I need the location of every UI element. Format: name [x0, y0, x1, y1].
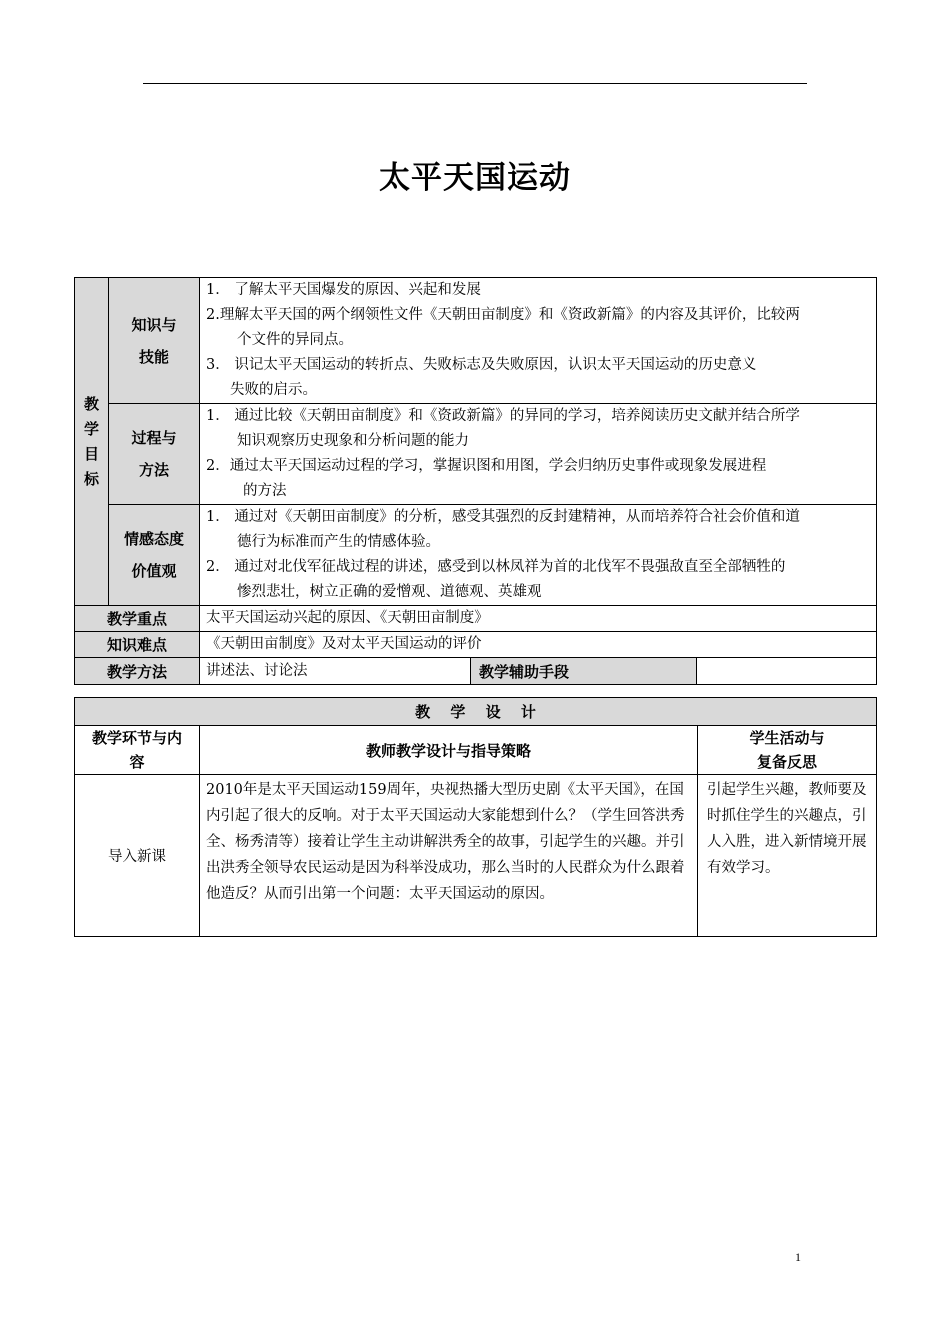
objective-item [200, 555, 876, 605]
objective-text: 2．通过太平天国运动过程的学习，掌握识图和用图，学会归纳历史事件或现象发展进程 [206, 458, 767, 474]
teaching-aid-label: 教学辅助手段 [471, 658, 697, 685]
key-point-value: 太平天国运动兴起的原因、《天朝田亩制度》 [200, 606, 877, 632]
header-line: 教学环节与内 [91, 729, 182, 747]
objective-text: 1． 通过比较《天朝田亩制度》和《资政新篇》的异同的学习，培养阅读历史文献并结合所学 [206, 408, 800, 424]
teacher-column-header: 教师教学设计与指导策略 [200, 726, 698, 775]
objective-item [200, 454, 876, 504]
attitude-objectives [200, 505, 877, 606]
objective-item [200, 353, 876, 403]
objective-text: 2． 通过对北伐军征战过程的讲述，感受到以林凤祥为首的北伐军不畏强敌直至全部牺牲的 [206, 559, 786, 575]
objective-text-cont: 的方法 [243, 483, 287, 499]
design-heading-row [75, 698, 877, 726]
objective-text: 2.理解太平天国的两个纲领性文件《天朝田亩制度》和《资政新篇》的内容及其评价，比较两 [206, 307, 800, 323]
objectives-label-char: 标 [83, 469, 99, 488]
header-rule [143, 83, 807, 84]
key-point-row [75, 606, 877, 632]
objective-row-knowledge [75, 278, 877, 404]
objectives-label-char: 学 [83, 419, 99, 438]
category-line: 知识与 [131, 315, 177, 334]
stage-column-header [75, 726, 200, 775]
header-line: 容 [129, 753, 145, 771]
objective-item [200, 505, 876, 555]
header-line: 学生活动与 [749, 729, 825, 747]
objectives-label-char: 教 [83, 394, 99, 413]
page-title: 太平天国运动 [379, 160, 571, 196]
method-row [75, 658, 877, 685]
category-line: 过程与 [131, 429, 177, 447]
objective-text-cont: 失败的启示。 [230, 382, 317, 398]
design-column-headers [75, 726, 877, 775]
teaching-aid-value [697, 658, 877, 685]
objective-text-cont: 惨烈悲壮，树立正确的爱憎观、道德观、英雄观 [237, 584, 542, 600]
difficulty-row [75, 632, 877, 658]
key-point-label: 教学重点 [75, 606, 200, 632]
student-column-header [698, 726, 877, 775]
difficulty-value: 《天朝田亩制度》及对太平天国运动的评价 [200, 632, 877, 658]
objective-row-attitude [75, 505, 877, 606]
objective-text: 1． 通过对《天朝田亩制度》的分析，感受其强烈的反封建精神，从而培养符合社会价值和道 [206, 509, 800, 525]
difficulty-label: 知识难点 [75, 632, 200, 658]
design-table [74, 697, 877, 937]
process-objectives [200, 404, 877, 505]
category-line: 价值观 [131, 562, 177, 580]
objective-item [200, 303, 876, 353]
objective-text-cont: 个文件的异同点。 [237, 332, 353, 348]
objective-text: 1． 了解太平天国爆发的原因、兴起和发展 [206, 282, 481, 298]
objective-text-cont: 德行为标准而产生的情感体验。 [237, 534, 440, 550]
objective-item [200, 404, 876, 454]
method-value: 讲述法、讨论法 [200, 658, 471, 685]
page-number: 1 [795, 1250, 801, 1264]
objectives-label [75, 278, 109, 606]
objective-row-process [75, 404, 877, 505]
teacher-cell: 2010年是太平天国运动159周年，央视热播大型历史剧《太平天国》，在国内引起了很大的反响。对于太平天国运动大家能想到什么？（学生回答洪秀全、杨秀清等）接着让学生主动讲解洪秀全的故事，引起学生的兴趣。并引出洪秀全领导农民运动是因为科举没成功，那么当时的人民群众为什么跟着他造反？从而引出第一个问题：太平天国运动的原因。 [200, 775, 698, 937]
category-line: 技能 [138, 347, 169, 366]
category-knowledge [109, 278, 200, 404]
category-attitude [109, 505, 200, 606]
student-cell: 引起学生兴趣，教师要及时抓住学生的兴趣点，引人入胜，进入新情境开展有效学习。 [698, 775, 877, 937]
method-label: 教学方法 [75, 658, 200, 685]
objective-item [200, 278, 876, 303]
category-process [109, 404, 200, 505]
objectives-table [74, 277, 877, 685]
objectives-label-char: 目 [83, 444, 99, 463]
objective-text: 3． 识记太平天国运动的转折点、失败标志及失败原因，认识太平天国运动的历史意义 [206, 357, 757, 373]
stage-cell: 导入新课 [75, 775, 200, 937]
objective-text-cont: 知识观察历史现象和分析问题的能力 [237, 433, 469, 449]
design-row [75, 775, 877, 937]
knowledge-objectives [200, 278, 877, 404]
design-heading: 教 学 设 计 [75, 698, 877, 726]
header-line: 复备反思 [757, 753, 818, 771]
category-line: 方法 [138, 461, 169, 479]
category-line: 情感态度 [123, 530, 184, 548]
